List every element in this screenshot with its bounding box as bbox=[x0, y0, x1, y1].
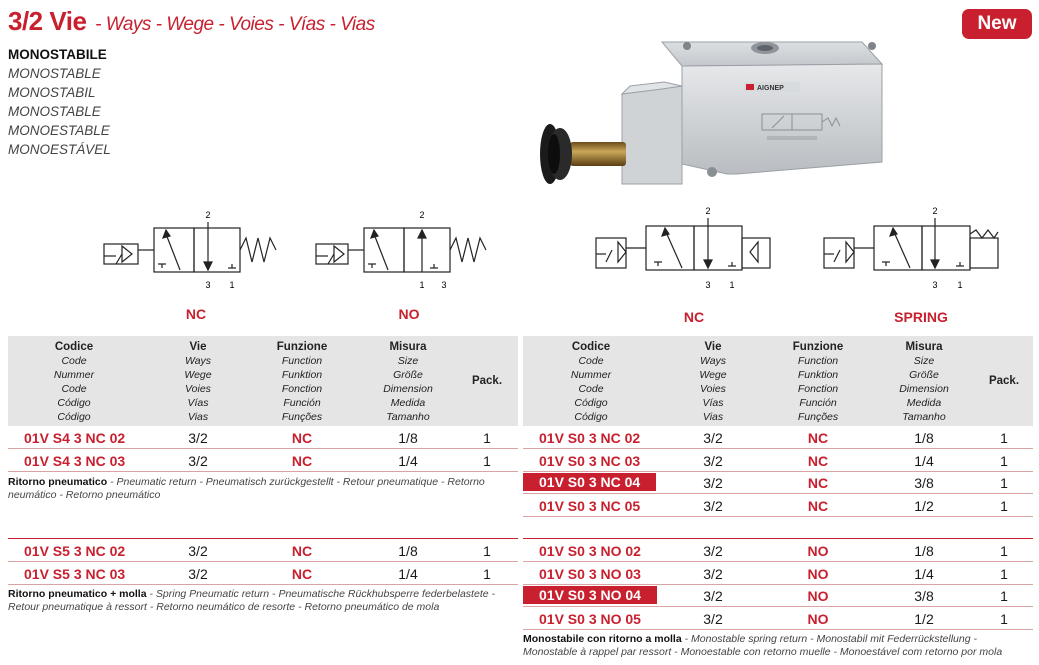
symbol-label-nc-2: NC bbox=[683, 309, 705, 325]
header-code: Codice Code Nummer Code Código Código bbox=[53, 341, 95, 423]
product-code: 01V S0 3 NO 02 bbox=[539, 543, 641, 559]
port-label: 2 bbox=[932, 206, 938, 216]
note-spring-pneumatic-return: Ritorno pneumatico + molla - Spring Pneumatic return - Pneumatische Rückhubsperre federbelastete - Retour pneumatique à ressort - Retorno neumático de resorte - Retorno pneumático de mola bbox=[8, 588, 495, 613]
product-code: 01V S5 3 NC 03 bbox=[24, 566, 126, 582]
mono-label-pt: MONOESTÁVEL bbox=[8, 142, 111, 157]
pack-value: 1 bbox=[483, 566, 491, 582]
ways-value: 3/2 bbox=[188, 453, 208, 469]
function-value: NC bbox=[291, 453, 313, 469]
header-ways: Vie Ways Wege Voies Vías Vias bbox=[184, 341, 212, 423]
mono-label-es: MONOESTABLE bbox=[8, 123, 110, 138]
ways-value: 3/2 bbox=[703, 588, 723, 604]
function-value: NC bbox=[291, 566, 313, 582]
product-code: 01V S0 3 NO 05 bbox=[539, 611, 641, 627]
symbol-spring bbox=[818, 202, 1018, 294]
table-row bbox=[8, 540, 518, 562]
port-label: 3 bbox=[705, 280, 711, 290]
function-value: NO bbox=[807, 611, 829, 627]
table-row bbox=[523, 585, 1033, 607]
symbol-nc-double bbox=[592, 202, 792, 294]
pack-value: 1 bbox=[1000, 566, 1008, 582]
port-label: 1 bbox=[419, 280, 425, 290]
size-value: 1/8 bbox=[914, 543, 934, 559]
table-row bbox=[8, 563, 518, 585]
pack-value: 1 bbox=[1000, 475, 1008, 491]
pack-value: 1 bbox=[1000, 430, 1008, 446]
product-code: 01V S0 3 NC 02 bbox=[539, 430, 641, 446]
ways-value: 3/2 bbox=[703, 430, 723, 446]
left-table-header bbox=[8, 336, 518, 426]
product-code: 01V S5 3 NC 02 bbox=[24, 543, 126, 559]
title-text: 3/2 Vie bbox=[8, 6, 87, 36]
pack-value: 1 bbox=[483, 453, 491, 469]
size-value: 1/8 bbox=[398, 543, 418, 559]
function-value: NO bbox=[807, 588, 829, 604]
table-row bbox=[523, 472, 1033, 494]
function-value: NC bbox=[807, 453, 829, 469]
ways-value: 3/2 bbox=[188, 543, 208, 559]
port-label: 1 bbox=[729, 280, 735, 290]
mono-label-fr: MONOSTABLE bbox=[8, 104, 101, 119]
function-value: NO bbox=[807, 566, 829, 582]
right-table-header bbox=[523, 336, 1033, 426]
pack-value: 1 bbox=[1000, 588, 1008, 604]
product-code: 01V S0 3 NC 03 bbox=[539, 453, 641, 469]
header-ways: Vie Ways Wege Voies Vías Vias bbox=[699, 341, 727, 423]
size-value: 1/4 bbox=[914, 566, 934, 582]
pack-value: 1 bbox=[1000, 611, 1008, 627]
mono-label-de: MONOSTABIL bbox=[8, 85, 96, 100]
ways-value: 3/2 bbox=[703, 543, 723, 559]
table-row bbox=[523, 608, 1033, 630]
monostable-translations bbox=[8, 45, 111, 159]
size-value: 3/8 bbox=[914, 475, 934, 491]
valve-product-image bbox=[512, 34, 892, 214]
size-value: 1/4 bbox=[398, 566, 418, 582]
ways-value: 3/2 bbox=[188, 566, 208, 582]
table-row bbox=[523, 427, 1033, 449]
function-value: NC bbox=[807, 498, 829, 514]
port-label: 1 bbox=[229, 280, 235, 290]
brand-logo-text: AIGNEP bbox=[757, 85, 784, 92]
note-monostable-spring-return: Monostabile con ritorno a molla - Monostable spring return - Monostabil mit Federrückstellung - Monostable à rappel par ressort - Monoestable con retorno muelle - Monoestável com retorno por mola bbox=[523, 633, 1003, 658]
ways-value: 3/2 bbox=[188, 430, 208, 446]
header-function: Funzione Function Funktion Fonction Función Funções bbox=[276, 341, 328, 423]
port-label: 1 bbox=[957, 280, 963, 290]
table-row bbox=[523, 540, 1033, 562]
header-size: Misura Size Größe Dimension Medida Tamanho bbox=[383, 341, 433, 423]
pack-value: 1 bbox=[1000, 498, 1008, 514]
page-title bbox=[8, 6, 375, 37]
pack-value: 1 bbox=[1000, 453, 1008, 469]
ways-value: 3/2 bbox=[703, 498, 723, 514]
port-label: 2 bbox=[419, 210, 425, 220]
port-label: 3 bbox=[205, 280, 211, 290]
table-row bbox=[523, 563, 1033, 585]
header-pack: Pack. bbox=[471, 375, 503, 387]
ways-value: 3/2 bbox=[703, 453, 723, 469]
function-value: NO bbox=[807, 543, 829, 559]
port-label: 2 bbox=[205, 210, 211, 220]
function-value: NC bbox=[291, 543, 313, 559]
size-value: 1/2 bbox=[914, 611, 934, 627]
product-code: 01V S4 3 NC 02 bbox=[24, 430, 126, 446]
header-function: Funzione Function Funktion Fonction Función Funções bbox=[792, 341, 844, 423]
port-label: 3 bbox=[441, 280, 447, 290]
function-value: NC bbox=[807, 430, 829, 446]
size-value: 1/4 bbox=[914, 453, 934, 469]
table-row bbox=[8, 450, 518, 472]
size-value: 1/2 bbox=[914, 498, 934, 514]
size-value: 1/8 bbox=[914, 430, 934, 446]
port-label: 3 bbox=[932, 280, 938, 290]
table-row bbox=[523, 450, 1033, 472]
size-value: 3/8 bbox=[914, 588, 934, 604]
divider bbox=[523, 538, 1033, 539]
symbol-label-nc: NC bbox=[185, 306, 207, 322]
mono-label-en: MONOSTABLE bbox=[8, 66, 101, 81]
size-value: 1/4 bbox=[398, 453, 418, 469]
product-code: 01V S4 3 NC 03 bbox=[24, 453, 126, 469]
product-code: 01V S0 3 NC 04 bbox=[523, 473, 656, 491]
pack-value: 1 bbox=[483, 430, 491, 446]
product-code: 01V S0 3 NO 04 bbox=[523, 586, 657, 604]
note-pneumatic-return: Ritorno pneumatico - Pneumatic return - Pneumatisch zurückgestellt - Retour pneumatique - Retorno neumático - Retorno pneumático bbox=[8, 476, 485, 501]
function-value: NC bbox=[291, 430, 313, 446]
function-value: NC bbox=[807, 475, 829, 491]
port-label: 2 bbox=[705, 206, 711, 216]
pack-value: 1 bbox=[1000, 543, 1008, 559]
symbol-label-no: NO bbox=[398, 306, 420, 322]
symbol-nc-pneumatic bbox=[96, 206, 296, 298]
new-badge: New bbox=[962, 9, 1032, 39]
header-size: Misura Size Größe Dimension Medida Tamanho bbox=[899, 341, 949, 423]
product-code: 01V S0 3 NC 05 bbox=[539, 498, 641, 514]
pack-value: 1 bbox=[483, 543, 491, 559]
divider bbox=[8, 538, 518, 539]
mono-label-it: MONOSTABILE bbox=[8, 47, 107, 62]
symbol-label-spring: SPRING bbox=[894, 309, 948, 325]
ways-value: 3/2 bbox=[703, 611, 723, 627]
table-row bbox=[8, 427, 518, 449]
header-pack: Pack. bbox=[988, 375, 1020, 387]
table-row bbox=[523, 495, 1033, 517]
ways-value: 3/2 bbox=[703, 566, 723, 582]
size-value: 1/8 bbox=[398, 430, 418, 446]
ways-value: 3/2 bbox=[703, 475, 723, 491]
header-code: Codice Code Nummer Code Código Código bbox=[570, 341, 612, 423]
product-code: 01V S0 3 NO 03 bbox=[539, 566, 641, 582]
symbol-no-pneumatic bbox=[310, 206, 510, 298]
page-subtitle: - Ways - Wege - Voies - Vías - Vias bbox=[95, 14, 375, 35]
